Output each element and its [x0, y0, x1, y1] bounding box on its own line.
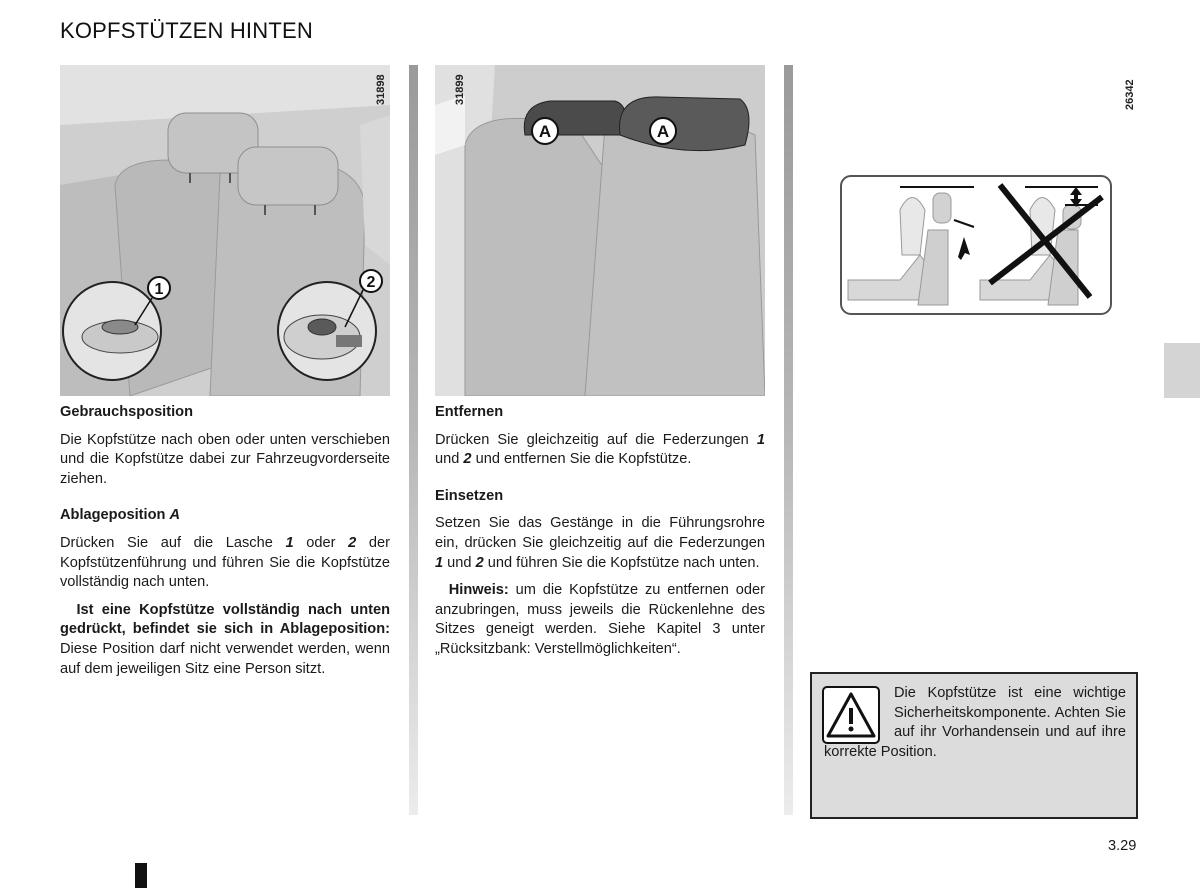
chapter-tab: [1164, 343, 1200, 398]
paragraph-usage: Die Kopfstütze nach oben oder unten verschieben und die Kopfstütze dabei zur Fahrzeugvorderseite ziehen.: [60, 431, 390, 487]
heading-usage-position: Gebrauchsposition: [60, 404, 193, 420]
image-reference-number: 31898: [375, 74, 387, 105]
rear-seat-stored-illustration: [435, 65, 765, 396]
image-reference-number: 31899: [454, 74, 466, 105]
callout-a-right: A: [656, 122, 670, 141]
warning-box: [810, 672, 1138, 819]
page-number: 3.29: [1108, 838, 1137, 854]
rear-seat-photo-stored: [435, 65, 765, 396]
rear-seat-photo-tabs: [60, 65, 390, 396]
column-usage: [60, 65, 390, 679]
paragraph-storage-note: Ist eine Kopfstütze vollständig nach unten gedrückt, befindet sie sich in Ablageposition: Diese Position darf nicht verwendet werden, wenn auf dem jeweiligen Sitz eine Person sitzt.: [60, 601, 390, 677]
heading-install: Einsetzen: [435, 487, 504, 504]
warning-text-block: [824, 684, 1126, 762]
column-divider: [784, 65, 793, 815]
image-reference-number: 26342: [1124, 79, 1136, 110]
column-divider: [409, 65, 418, 815]
headrest-position-diagram: [840, 175, 1112, 315]
warning-text: Die Kopfstütze ist eine wichtige Sicherheitskomponente. Achten Sie auf ihr Vorhandensein und auf ihre korrekte Position.: [824, 685, 1126, 760]
callout-2: 2: [366, 274, 376, 291]
rear-seat-illustration: [60, 65, 390, 396]
heading-remove: Entfernen: [435, 404, 504, 420]
paragraph-note: Hinweis: um die Kopfstütze zu entfernen oder anzubringen, muss jeweils die Rückenlehne des Sitzes geneigt werden. Siehe Kapitel 3 unter „Rücksitzbank: Verstellmöglichkeiten“.: [435, 582, 765, 657]
page-title: KOPFSTÜTZEN HINTEN: [60, 18, 313, 43]
edge-mark: [135, 863, 147, 888]
paragraph-remove: Drücken Sie gleichzeitig auf die Federzungen 1 und 2 und entfernen Sie die Kopfstütze.: [435, 431, 765, 468]
paragraph-install: Setzen Sie das Gestänge in die Führungsrohre ein, drücken Sie gleichzeitig auf die Federzungen 1 und 2 und führen Sie die Kopfstütze nach unten.: [435, 515, 765, 571]
paragraph-storage: Drücken Sie auf die Lasche 1 oder 2 der Kopfstützenführung und führen Sie die Kopfstütze vollständig nach unten.: [60, 534, 391, 591]
column-remove-install: [435, 65, 765, 660]
callout-1: 1: [154, 281, 164, 298]
heading-storage-position: Ablageposition A: [60, 507, 180, 524]
callout-a-left: A: [538, 122, 552, 141]
